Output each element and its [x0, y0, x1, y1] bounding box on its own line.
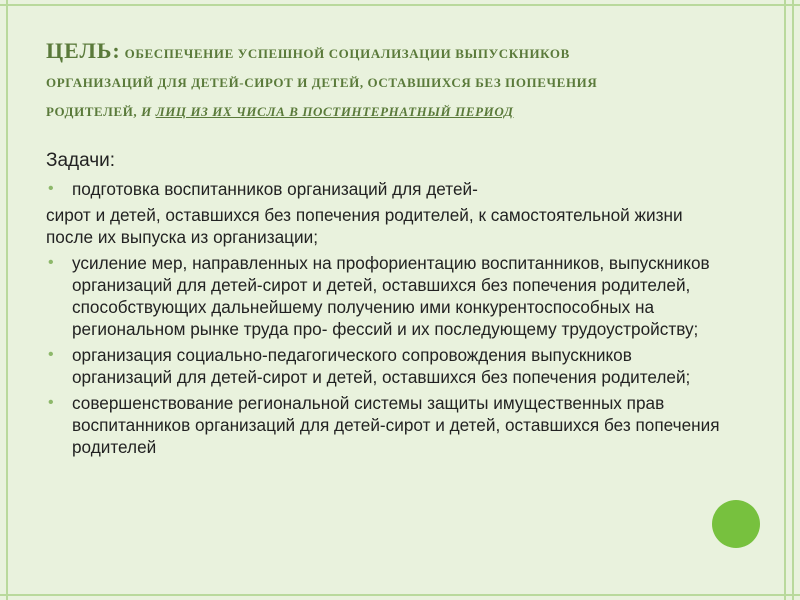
- tasks-heading: Задачи:: [46, 150, 116, 171]
- frame-left: [6, 0, 8, 600]
- task-item-2: • усиление мер, направленных на профориентацию воспитанников, выпускников организаций для детей-сирот и детей, оставшихся без попечения родителей, способствующих дальнейшему получению ими конкурентоспособных на региональном рынке труда про- фессий и их последующему трудоустройству;: [46, 252, 726, 340]
- title-part1: ОБЕСПЕЧЕНИЕ УСПЕШНОЙ СОЦИАЛИЗАЦИИ ВЫПУСКНИКОВ: [120, 46, 570, 61]
- frame-right: [792, 0, 794, 600]
- task-item-1-first-line: подготовка воспитанников организаций для детей-: [72, 179, 478, 199]
- task-item-3: • организация социально-педагогического сопровождения выпускников организаций для детей-сирот и детей, оставшихся без попечения родителей;: [46, 344, 726, 388]
- task-item-1-continuation: сирот и детей, оставшихся без попечения родителей, к самостоятельной жизни после их выпуска из организации;: [46, 205, 683, 247]
- title-part4: И: [137, 104, 156, 119]
- tasks-content: [46, 150, 726, 462]
- title-part2: ОРГАНИЗАЦИЙ ДЛЯ ДЕТЕЙ-СИРОТ И ДЕТЕЙ, ОСТАВШИХСЯ БЕЗ ПОПЕЧЕНИЯ: [46, 75, 598, 90]
- frame-top: [0, 4, 800, 6]
- title-part3: РОДИТЕЛЕЙ,: [46, 104, 138, 119]
- slide-title: [46, 36, 766, 126]
- task-item-1: [46, 178, 726, 200]
- decorative-green-circle: [712, 500, 760, 548]
- title-part5: ЛИЦ ИЗ ИХ ЧИСЛА В ПОСТИНТЕРНАТНЫЙ ПЕРИОД: [155, 104, 514, 119]
- title-lead: ЦЕЛЬ:: [46, 38, 121, 63]
- frame-right-inner: [784, 0, 786, 600]
- frame-bottom: [0, 594, 800, 596]
- task-item-4: • совершенствование региональной системы защиты имущественных прав воспитанников организаций для детей-сирот и детей, оставшихся без попечения родителей: [46, 392, 726, 458]
